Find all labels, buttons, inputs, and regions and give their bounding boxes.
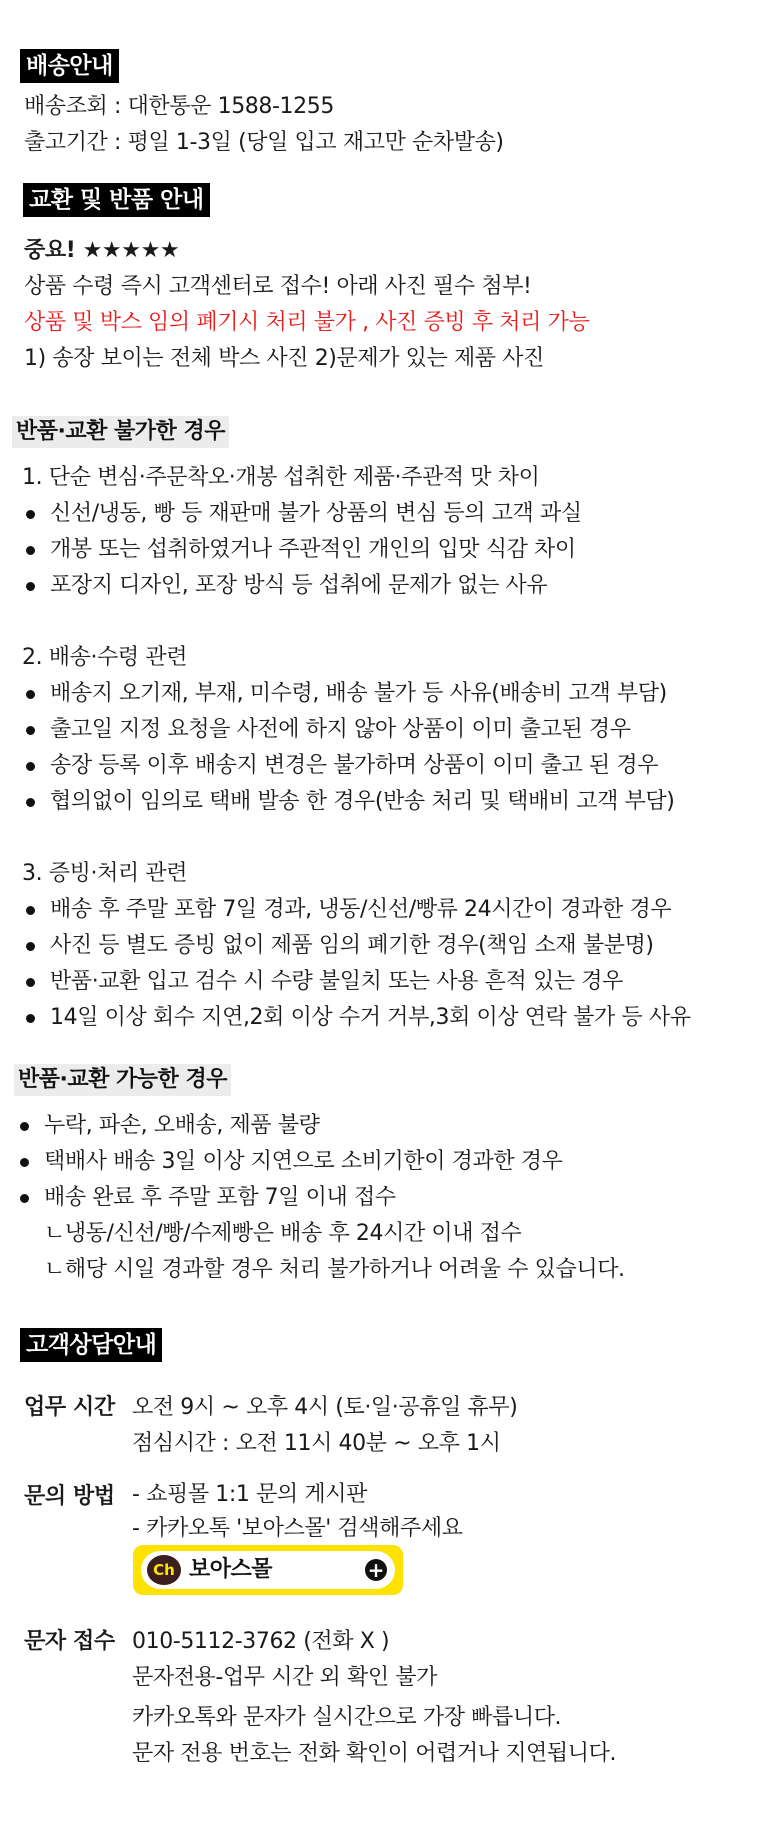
cs-sms-label: 문자 접수 <box>24 1629 115 1654</box>
list-item: 배송지 오기재, 부재, 미수령, 배송 불가 등 사유(배송비 고객 부담) <box>50 678 667 710</box>
exchange-heading: 교환 및 반품 안내 <box>23 183 210 217</box>
not-allowed-heading: 반품·교환 불가한 경우 <box>12 416 229 448</box>
cs-heading: 고객상담안내 <box>20 1328 162 1362</box>
list-item: 개봉 또는 섭취하였거나 주관적인 개인의 입맛 식감 차이 <box>50 534 576 566</box>
exchange-warning: 상품 및 박스 임의 폐기시 처리 불가 , 사진 증빙 후 처리 가능 <box>24 310 590 335</box>
exchange-line3: 1) 송장 보이는 전체 박스 사진 2)문제가 있는 제품 사진 <box>24 346 544 371</box>
cs-contact-board: - 쇼핑몰 1:1 문의 게시판 <box>132 1482 367 1507</box>
cs-sms-delay: 문자 전용 번호는 전화 확인이 어렵거나 지연됩니다. <box>132 1741 617 1766</box>
list-item: 배송 후 주말 포함 7일 경과, 냉동/신선/빵류 24시간이 경과한 경우 <box>50 894 671 926</box>
exchange-important: 중요! ★★★★★ <box>24 238 180 263</box>
list-item: 신선/냉동, 빵 등 재판매 불가 상품의 변심 등의 고객 과실 <box>50 498 582 530</box>
shipping-tracking: 배송조회 : 대한통운 1588-1255 <box>24 94 334 119</box>
kakao-channel-icon: Ch <box>147 1555 181 1585</box>
list-item: 누락, 파손, 오배송, 제품 불량 <box>44 1110 320 1142</box>
not-allowed-group-2-title: 2. 배송·수령 관련 <box>22 645 188 670</box>
allowed-sub-note: ㄴ해당 시일 경과할 경우 처리 불가하거나 어려울 수 있습니다. <box>44 1257 625 1282</box>
cs-sms-number: 010-5112-3762 (전화 X ) <box>132 1629 390 1654</box>
cs-contact-label: 문의 방법 <box>24 1484 115 1509</box>
shipping-period: 출고기간 : 평일 1-3일 (당일 입고 재고만 순차발송) <box>24 130 504 155</box>
allowed-sub-note: ㄴ냉동/신선/빵/수제빵은 배송 후 24시간 이내 접수 <box>44 1221 522 1246</box>
list-item: 포장지 디자인, 포장 방식 등 섭취에 문제가 없는 사유 <box>50 570 547 602</box>
cs-sms-note: 문자전용-업무 시간 외 확인 불가 <box>132 1665 437 1690</box>
list-item: 사진 등 별도 증빙 없이 제품 임의 폐기한 경우(책임 소재 불분명) <box>50 930 654 962</box>
list-item: 14일 이상 회수 지연,2회 이상 수거 거부,3회 이상 연락 불가 등 사유 <box>50 1002 691 1034</box>
kakao-channel-button[interactable] <box>133 1545 403 1595</box>
cs-hours-value: 오전 9시 ~ 오후 4시 (토·일·공휴일 휴무) <box>132 1395 518 1420</box>
list-item: 송장 등록 이후 배송지 변경은 불가하며 상품이 이미 출고 된 경우 <box>50 750 658 782</box>
not-allowed-group-1-title: 1. 단순 변심·주문착오·개봉 섭취한 제품·주관적 맛 차이 <box>22 465 540 490</box>
cs-hours-label: 업무 시간 <box>24 1395 115 1420</box>
shipping-heading: 배송안내 <box>20 49 119 83</box>
not-allowed-group-3-title: 3. 증빙·처리 관련 <box>22 861 188 886</box>
list-item: 출고일 지정 요청을 사전에 하지 않아 상품이 이미 출고된 경우 <box>50 714 631 746</box>
cs-sms-fastest: 카카오톡와 문자가 실시간으로 가장 빠릅니다. <box>132 1705 562 1730</box>
kakao-channel-name: 보아스몰 <box>189 1557 273 1582</box>
list-item: 협의없이 임의로 택배 발송 한 경우(반송 처리 및 택배비 고객 부담) <box>50 786 674 818</box>
allowed-heading: 반품·교환 가능한 경우 <box>14 1064 231 1096</box>
list-item: 배송 완료 후 주말 포함 7일 이내 접수 <box>44 1182 396 1214</box>
list-item: 반품·교환 입고 검수 시 수량 불일치 또는 사용 흔적 있는 경우 <box>50 966 623 998</box>
exchange-line1: 상품 수령 즉시 고객센터로 접수! 아래 사진 필수 첨부! <box>24 274 532 299</box>
kakao-channel-pill <box>141 1551 395 1589</box>
cs-contact-kakao: - 카카오톡 '보아스몰' 검색해주세요 <box>132 1516 463 1541</box>
cs-lunch-value: 점심시간 : 오전 11시 40분 ~ 오후 1시 <box>132 1431 501 1456</box>
plus-icon[interactable]: + <box>365 1559 387 1581</box>
list-item: 택배사 배송 3일 이상 지연으로 소비기한이 경과한 경우 <box>44 1146 563 1178</box>
